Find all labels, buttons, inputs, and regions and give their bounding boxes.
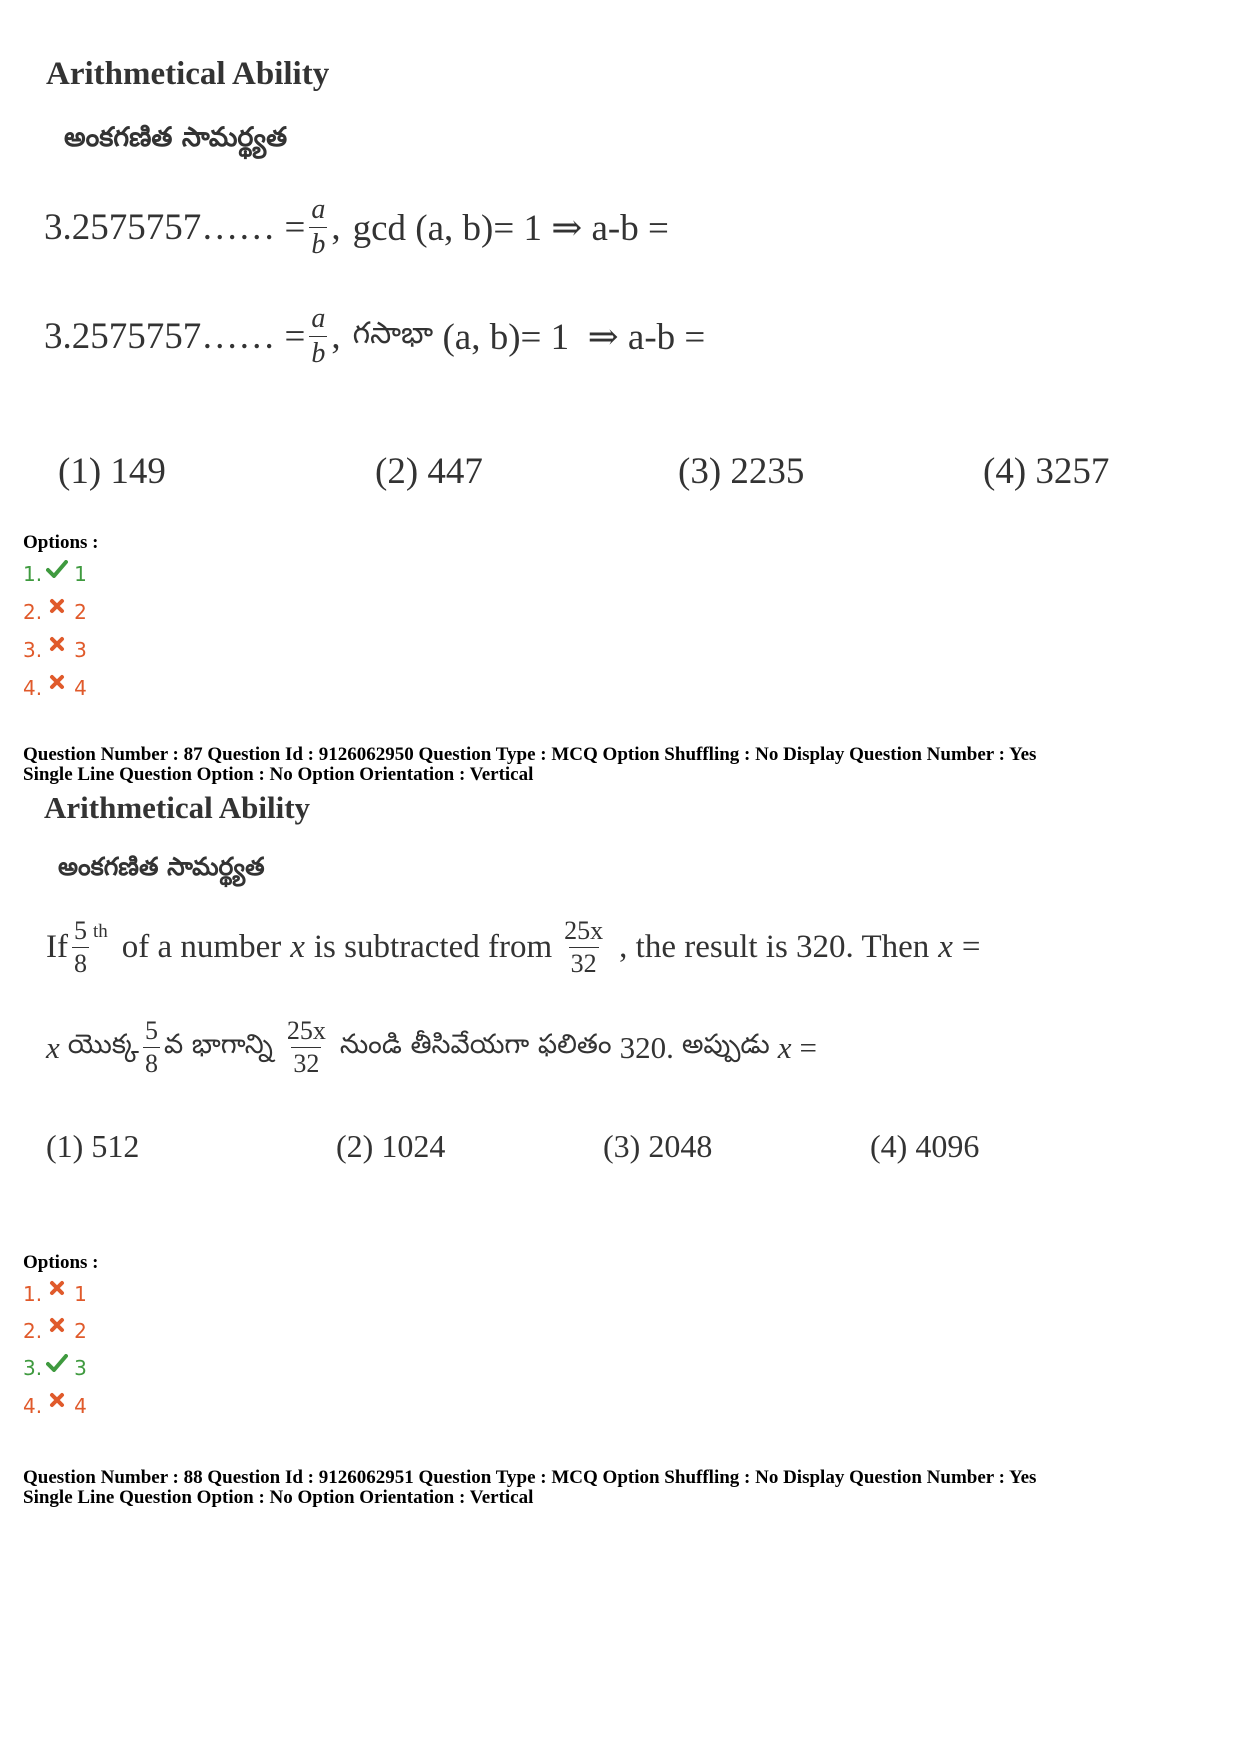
gcd-telugu: గసాభా [352, 315, 434, 351]
section-title-te: అంకగణిత సామర్థ్యత [58, 852, 265, 881]
denominator: 8 [73, 949, 87, 978]
if-word: If [46, 929, 68, 965]
option-1 [23, 1282, 87, 1306]
variable-x: x [46, 1029, 60, 1065]
variable-x: x [777, 1029, 792, 1065]
question-rest: gcd (a, b)= 1 ⇒ a-b = [352, 207, 669, 249]
denominator: 8 [144, 1049, 158, 1078]
cross-icon [46, 597, 68, 615]
question-meta-line1: Question Number : 87 Question Id : 9126062950 Question Type : MCQ Option Shuffling : No Display Question Number : Yes [23, 744, 1037, 765]
telugu-text: అప్పుడు [681, 1028, 770, 1060]
denominator: 32 [570, 949, 597, 978]
cross-icon [46, 1391, 68, 1409]
superscript-th: th [92, 920, 108, 942]
fraction-25x-32 [562, 918, 605, 977]
fraction-5-8 [72, 918, 89, 977]
option-value: 4 [74, 1394, 87, 1418]
question-line-te [44, 305, 705, 368]
option-value: 1 [74, 562, 87, 586]
telugu-text: వ భాగాన్ని [163, 1028, 273, 1060]
options-label: Options : [23, 1252, 99, 1273]
cross-icon [46, 1279, 68, 1297]
option-3 [23, 1356, 87, 1380]
fraction-a-b [309, 196, 327, 259]
fraction-5-8 [143, 1018, 160, 1077]
choice-2: (2) 447 [375, 451, 483, 492]
text-part: is subtracted from [313, 929, 553, 965]
question-meta-line2: Single Line Question Option : No Option Orientation : Vertical [23, 1487, 534, 1508]
question-line-te [46, 1018, 817, 1077]
variable-x: x [290, 929, 305, 965]
numerator: 5 [73, 916, 87, 945]
check-icon [46, 1353, 68, 1371]
lhs: 3.2575757…… = [44, 316, 306, 357]
section-title-te: అంకగణిత సామర్థ్యత [64, 122, 288, 153]
question-meta-line2: Single Line Question Option : No Option Orientation : Vertical [23, 764, 534, 785]
options-label: Options : [23, 532, 99, 553]
equals-sign: = [961, 929, 981, 965]
option-number: 3. [23, 1356, 43, 1380]
choice-4: (4) 4096 [870, 1128, 980, 1164]
numerator: 5 [144, 1016, 158, 1045]
equals-sign: = [799, 1029, 817, 1065]
lhs: 3.2575757…… = [44, 207, 306, 248]
question-meta-line1: Question Number : 88 Question Id : 9126062951 Question Type : MCQ Option Shuffling : No Display Question Number : Yes [23, 1467, 1037, 1488]
fraction-a-b [309, 305, 327, 368]
option-number: 4. [23, 676, 43, 700]
option-4 [23, 1394, 87, 1418]
option-number: 1. [23, 562, 43, 586]
cross-icon [46, 673, 68, 691]
option-value: 3 [74, 638, 87, 662]
question-line-en [44, 196, 669, 259]
denominator: b [311, 338, 326, 369]
option-value: 3 [74, 1356, 87, 1380]
value-320: 320. [619, 1029, 674, 1065]
option-3 [23, 638, 87, 662]
option-number: 2. [23, 1319, 43, 1343]
section-title-en: Arithmetical Ability [44, 790, 311, 825]
numerator: 25x [286, 1016, 326, 1045]
question-line-en [46, 918, 981, 977]
option-1 [23, 562, 87, 586]
option-2 [23, 1319, 87, 1343]
option-value: 1 [74, 1282, 87, 1306]
check-icon [46, 559, 68, 577]
text-part: , the result is 320. Then [619, 929, 930, 965]
text-part: of a number [121, 929, 282, 965]
section-title-en: Arithmetical Ability [46, 56, 330, 92]
choice-3: (3) 2235 [678, 451, 805, 492]
choice-4: (4) 3257 [983, 451, 1110, 492]
numerator: a [311, 303, 326, 334]
choice-3: (3) 2048 [603, 1128, 713, 1164]
denominator: b [311, 229, 326, 260]
cross-icon [46, 635, 68, 653]
telugu-text: యొక్క [67, 1028, 139, 1060]
option-value: 2 [74, 1319, 87, 1343]
option-number: 1. [23, 1282, 43, 1306]
option-4 [23, 676, 87, 700]
numerator: a [311, 194, 326, 225]
option-value: 4 [74, 676, 87, 700]
telugu-text: నుండి తీసివేయగా ఫలితం [339, 1028, 612, 1060]
choice-2: (2) 1024 [336, 1128, 446, 1164]
comma: , [331, 207, 341, 248]
option-number: 3. [23, 638, 43, 662]
option-number: 2. [23, 600, 43, 624]
cross-icon [46, 1316, 68, 1334]
choice-1: (1) 149 [58, 451, 166, 492]
choice-1: (1) 512 [46, 1128, 140, 1164]
option-value: 2 [74, 600, 87, 624]
option-2 [23, 600, 87, 624]
fraction-25x-32 [285, 1018, 328, 1077]
comma: , [331, 316, 341, 357]
denominator: 32 [293, 1049, 320, 1078]
numerator: 25x [564, 916, 604, 945]
question-rest: (a, b)= 1 ⇒ a-b = [433, 316, 706, 358]
variable-x: x [938, 929, 953, 965]
option-number: 4. [23, 1394, 43, 1418]
